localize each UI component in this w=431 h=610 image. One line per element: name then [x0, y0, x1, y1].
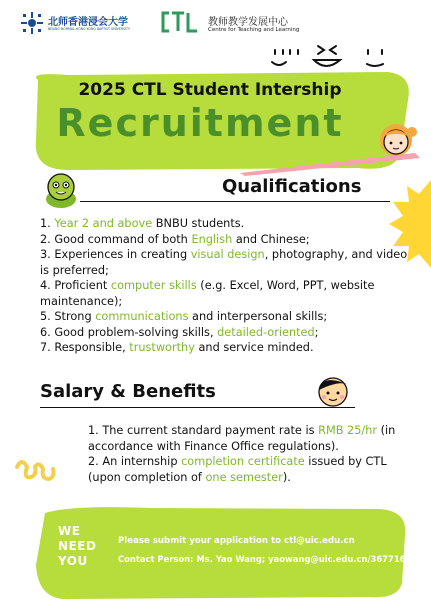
highlight-text: one semester [205, 470, 283, 484]
list-item-text: and interpersonal skills; [188, 310, 328, 323]
squiggle-decoration [12, 455, 62, 495]
salary-heading: Salary & Benefits [40, 381, 216, 402]
ctl-name-en: Centre for Teaching and Learning [208, 27, 300, 33]
list-item [88, 454, 408, 485]
we-need-you-line-2: NEED [58, 539, 97, 553]
list-item-text: , photography, and video is preferred; [40, 248, 408, 277]
list-item-text: (in accordance with Finance Office regulations). [88, 424, 396, 453]
list-item [40, 232, 410, 248]
submit-text: Please submit your application to ctl@uic.edu.cn [118, 536, 355, 546]
salary-underline [40, 407, 355, 408]
list-item-text: Strong [54, 310, 96, 323]
qualifications-list [40, 216, 410, 356]
list-item [40, 216, 410, 232]
list-item [40, 309, 410, 325]
qualifications-heading: Qualifications [222, 176, 362, 197]
list-item-text: (e.g. Excel, Word, PPT, website maintenance); [40, 279, 375, 308]
list-item-text: and service minded. [194, 341, 314, 354]
highlight-text: computer skills [110, 279, 197, 292]
list-item-number: 4. [40, 279, 55, 292]
highlight-text: detailed-oriented [217, 325, 315, 339]
university-logo [20, 10, 150, 36]
list-item-text: Good command of both [54, 232, 192, 246]
ctl-name-cn: 教师教学发展中心 [208, 17, 288, 28]
list-item-number: 2. [40, 232, 55, 246]
ctl-logo [160, 10, 310, 36]
list-item-text: and Chinese; [232, 232, 310, 246]
list-item [40, 325, 410, 341]
list-item [40, 247, 410, 278]
list-item [88, 423, 408, 454]
highlight-text: RMB 25/hr [318, 424, 378, 437]
we-need-you-text [58, 524, 96, 569]
contact-text: Contact Person: Ms. Yao Wang; yaowang@uic.edu.cn/3677163 [118, 554, 412, 564]
we-need-you-line-3: YOU [58, 554, 88, 568]
university-name: 北师香港浸会大学 [48, 17, 128, 28]
list-item-number: 1. [40, 217, 55, 230]
list-item-text: issued by CTL (upon completion of [88, 455, 387, 484]
boy-character-icon [313, 370, 353, 410]
list-item [40, 340, 410, 356]
we-need-you-line-1: WE [58, 524, 81, 538]
list-item-number: 7. [40, 341, 55, 354]
highlight-text: Year 2 and above [54, 217, 153, 230]
list-item-number: 3. [40, 248, 55, 261]
university-subname: BEIJING NORMAL-HONG KONG BAPTIST UNIVERSITY [48, 27, 130, 31]
salary-list [88, 423, 408, 485]
banner-subtitle: Recruitment [56, 101, 344, 145]
highlight-text: visual design [190, 248, 265, 261]
highlight-text: completion certificate [181, 455, 305, 468]
list-item-number: 1. [88, 424, 103, 437]
highlight-text: communications [95, 310, 189, 323]
list-item-text: Experiences in creating [54, 248, 191, 261]
highlight-text: English [191, 232, 233, 246]
green-monster-icon [43, 169, 79, 209]
qualifications-underline [80, 201, 390, 202]
ctl-logo-icon [160, 10, 200, 34]
list-item-text: Good problem-solving skills, [54, 325, 218, 339]
university-emblem-icon [20, 11, 44, 35]
list-item-number: 6. [40, 325, 55, 339]
list-item [40, 278, 410, 309]
list-item-number: 2. [88, 455, 103, 468]
list-item-text: BNBU students. [152, 217, 245, 230]
list-item-text: An internship [102, 455, 182, 468]
highlight-text: trustworthy [129, 341, 195, 354]
list-item-text: ; [314, 325, 319, 339]
girl-character-icon [372, 116, 420, 162]
list-item-text: Proficient [54, 279, 111, 292]
list-item-text: Responsible, [54, 341, 130, 354]
list-item-text: The current standard payment rate is [102, 424, 319, 437]
list-item-text: ). [282, 470, 291, 484]
banner-title: 2025 CTL Student Intership [78, 80, 342, 100]
list-item-number: 5. [40, 310, 55, 323]
